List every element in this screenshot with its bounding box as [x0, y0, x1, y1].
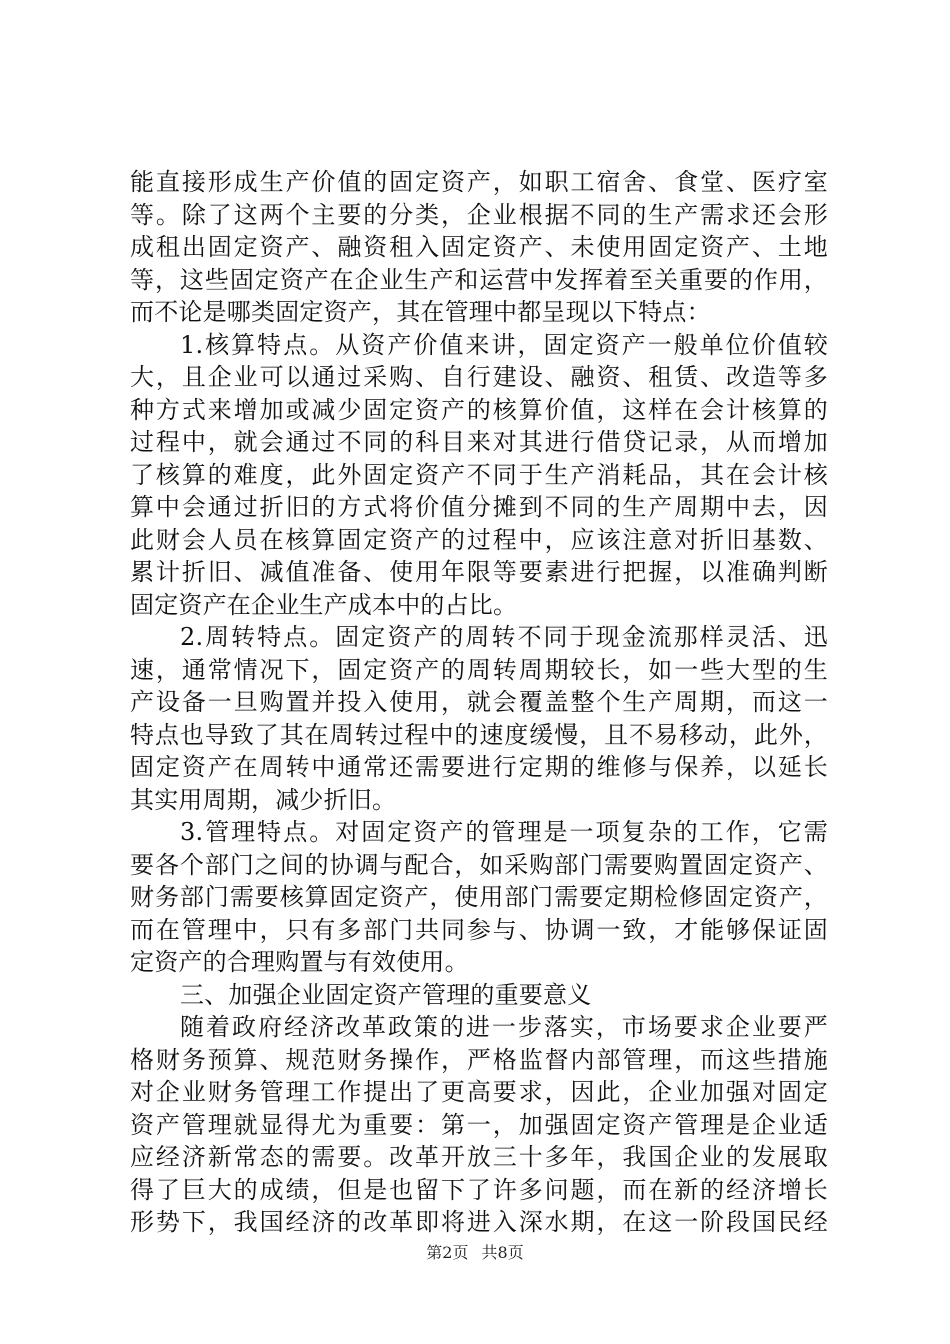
document-body — [130, 166, 828, 1239]
text-line: 资产管理就显得尤为重要：第一，加强固定资产管理是企业适 — [130, 1110, 828, 1139]
text-line: 格财务预算、规范财务操作，严格监督内部管理，而这些措施 — [130, 1045, 828, 1074]
text-line: 算中会通过折旧的方式将价值分摊到不同的生产周期中去，因 — [130, 493, 828, 521]
text-line: 1.核算特点。从资产价值来讲，固定资产一般单位价值较 — [180, 330, 828, 359]
text-line: 定资产的合理购置与有效使用。 — [130, 948, 469, 976]
page-footer — [0, 1243, 950, 1263]
page-total: 共8页 — [481, 1243, 524, 1262]
text-line: 产设备一旦购置并投入使用，就会覆盖整个生产周期，而这一 — [130, 688, 828, 716]
text-line: 得了巨大的成绩，但是也留下了许多问题，而在新的经济增长 — [130, 1175, 828, 1204]
text-line: 成租出固定资产、融资租入固定资产、未使用固定资产、土地 — [130, 233, 828, 261]
text-line: 2.周转特点。固定资产的周转不同于现金流那样灵活、迅 — [180, 623, 828, 651]
text-line: 了核算的难度，此外固定资产不同于生产消耗品，其在会计核 — [130, 460, 828, 489]
text-line: 形势下，我国经济的改革即将进入深水期，在这一阶段国民经 — [130, 1208, 828, 1236]
text-line: 其实用周期，减少折旧。 — [130, 785, 397, 814]
text-line: 3.管理特点。对固定资产的管理是一项复杂的工作，它需 — [180, 818, 828, 846]
text-line: 财务部门需要核算固定资产，使用部门需要定期检修固定资产， — [130, 883, 828, 911]
text-line: 随着政府经济改革政策的进一步落实，市场要求企业要严 — [180, 1013, 828, 1041]
text-line: 对企业财务管理工作提出了更高要求，因此，企业加强对固定 — [130, 1078, 828, 1106]
text-line: 特点也导致了其在周转过程中的速度缓慢，且不易移动，此外， — [130, 720, 828, 749]
text-line: 累计折旧、减值准备、使用年限等要素进行把握，以准确判断 — [130, 558, 828, 586]
text-line: 等。除了这两个主要的分类，企业根据不同的生产需求还会形 — [130, 200, 828, 229]
text-line: 三、加强企业固定资产管理的重要意义 — [180, 980, 592, 1009]
text-line: 而不论是哪类固定资产，其在管理中都呈现以下特点： — [130, 298, 711, 326]
text-line: 能直接形成生产价值的固定资产，如职工宿舍、食堂、医疗室 — [130, 168, 828, 196]
text-line: 而在管理中，只有多部门共同参与、协调一致，才能够保证固 — [130, 915, 828, 944]
text-line: 要各个部门之间的协调与配合，如采购部门需要购置固定资产、 — [130, 850, 828, 879]
text-line: 过程中，就会通过不同的科目来对其进行借贷记录，从而增加 — [130, 428, 828, 456]
text-line: 大，且企业可以通过采购、自行建设、融资、租赁、改造等多 — [130, 363, 828, 391]
text-line: 速，通常情况下，固定资产的周转周期较长，如一些大型的生 — [130, 655, 828, 684]
text-line: 等，这些固定资产在企业生产和运营中发挥着至关重要的作用， — [130, 265, 828, 294]
text-line: 种方式来增加或减少固定资产的核算价值，这样在会计核算的 — [130, 395, 828, 424]
text-line: 固定资产在周转中通常还需要进行定期的维修与保养，以延长 — [130, 753, 828, 781]
text-line: 固定资产在企业生产成本中的占比。 — [130, 590, 518, 619]
text-line: 此财会人员在核算固定资产的过程中，应该注意对折旧基数、 — [130, 525, 828, 554]
page-number: 第2页 — [426, 1243, 469, 1262]
text-line: 应经济新常态的需要。改革开放三十多年，我国企业的发展取 — [130, 1143, 828, 1171]
